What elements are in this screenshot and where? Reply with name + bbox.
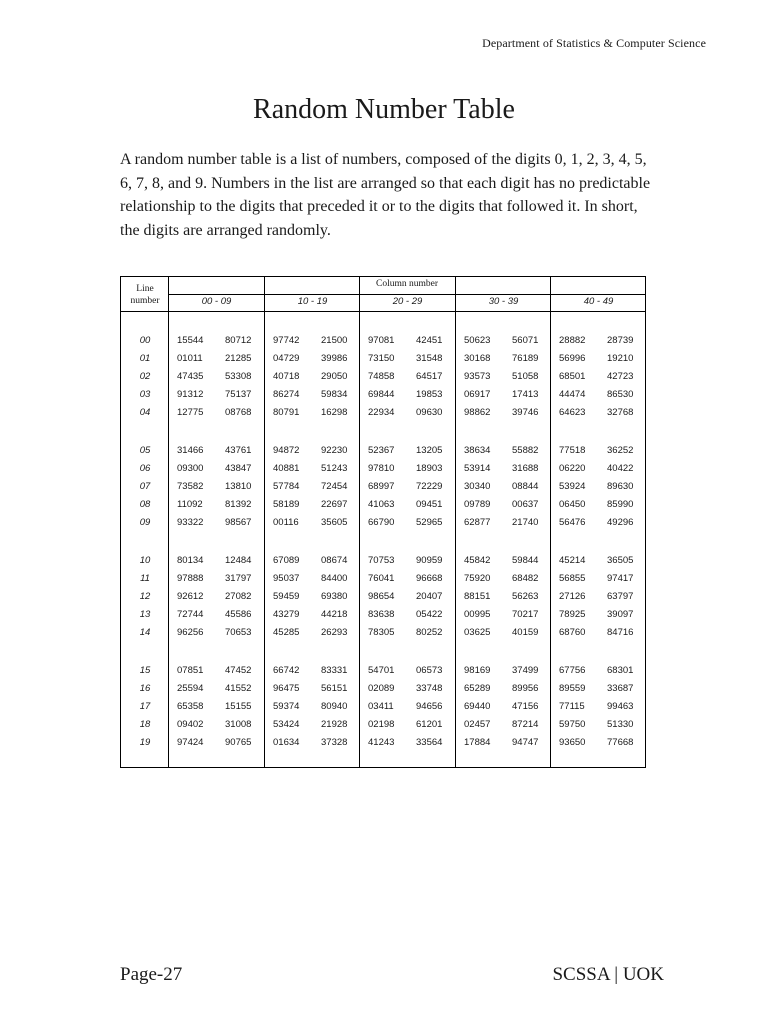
table-cell: 51243 [321, 463, 348, 474]
intro-paragraph: A random number table is a list of numbers, composed of the digits 0, 1, 2, 3, 4, 5, 6, 7, 8, and 9. Numbers in the list are arranged so that each digit has no predictable relationship to the digits that preceded it or to the digits that followed it. In short, the digits are arranged randomly. [120, 151, 651, 239]
column-group-header: 20 - 29 [392, 296, 423, 307]
table-cell: 72229 [416, 481, 443, 492]
table-cell: 51058 [512, 371, 539, 382]
table-cell: 06220 [559, 463, 586, 474]
table-cell: 59374 [273, 701, 300, 712]
table-cell: 59750 [559, 719, 586, 730]
table-cell: 52367 [368, 445, 395, 456]
table-cell: 53424 [273, 719, 300, 730]
table-cell: 90765 [225, 737, 252, 748]
table-cell: 21285 [225, 353, 252, 364]
table-cell: 55882 [512, 445, 539, 456]
table-cell: 94747 [512, 737, 539, 748]
table-cell: 66790 [368, 517, 395, 528]
table-cell: 77518 [559, 445, 586, 456]
line-number: 15 [139, 665, 151, 676]
table-cell: 03411 [368, 701, 394, 712]
table-cell: 56476 [559, 517, 586, 528]
table-cell: 42723 [607, 371, 634, 382]
table-cell: 56071 [512, 335, 539, 346]
table-cell: 38634 [464, 445, 491, 456]
table-cell: 25594 [177, 683, 204, 694]
table-cell: 68997 [368, 481, 395, 492]
table-cell: 07851 [177, 665, 204, 676]
table-cell: 93573 [464, 371, 491, 382]
table-cell: 83331 [321, 665, 348, 676]
column-group-divider [550, 277, 551, 767]
table-cell: 69844 [368, 389, 395, 400]
table-cell: 12484 [225, 555, 252, 566]
table-cell: 56855 [559, 573, 586, 584]
table-cell: 31008 [225, 719, 252, 730]
table-cell: 15155 [225, 701, 252, 712]
table-cell: 09630 [416, 407, 443, 418]
table-cell: 08768 [225, 407, 252, 418]
table-cell: 47156 [512, 701, 539, 712]
page-number: Page-27 [120, 964, 183, 985]
table-cell: 72744 [177, 609, 204, 620]
table-cell: 96256 [177, 627, 204, 638]
header-divider-bottom [121, 311, 645, 312]
table-cell: 89956 [512, 683, 539, 694]
table-cell: 96668 [416, 573, 443, 584]
table-cell: 62877 [464, 517, 491, 528]
table-cell: 64623 [559, 407, 586, 418]
table-cell: 73582 [177, 481, 204, 492]
table-cell: 86530 [607, 389, 634, 400]
line-number: 06 [139, 463, 151, 474]
table-cell: 68482 [512, 573, 539, 584]
table-cell: 45842 [464, 555, 491, 566]
table-cell: 77115 [559, 701, 585, 712]
line-number: 05 [139, 445, 151, 456]
table-cell: 15544 [177, 335, 204, 346]
table-cell: 96475 [273, 683, 300, 694]
table-cell: 16298 [321, 407, 348, 418]
table-cell: 70217 [512, 609, 539, 620]
table-cell: 77668 [607, 737, 634, 748]
table-cell: 74858 [368, 371, 395, 382]
table-cell: 42451 [416, 335, 443, 346]
table-cell: 29050 [321, 371, 348, 382]
line-number: 03 [139, 389, 151, 400]
table-cell: 22934 [368, 407, 395, 418]
table-cell: 00116 [273, 517, 299, 528]
table-cell: 56263 [512, 591, 539, 602]
table-cell: 93322 [177, 517, 204, 528]
table-cell: 52965 [416, 517, 443, 528]
table-cell: 87214 [512, 719, 539, 730]
table-cell: 86274 [273, 389, 300, 400]
table-cell: 67756 [559, 665, 586, 676]
table-cell: 17413 [512, 389, 539, 400]
table-cell: 80252 [416, 627, 443, 638]
table-cell: 56151 [321, 683, 348, 694]
table-cell: 56996 [559, 353, 586, 364]
table-cell: 66742 [273, 665, 300, 676]
random-number-table [120, 276, 646, 768]
table-cell: 00995 [464, 609, 491, 620]
table-cell: 67089 [273, 555, 300, 566]
table-cell: 61201 [416, 719, 443, 730]
table-cell: 69440 [464, 701, 491, 712]
column-group-divider [264, 277, 265, 767]
table-cell: 19210 [607, 353, 634, 364]
table-cell: 21928 [321, 719, 348, 730]
table-cell: 97742 [273, 335, 300, 346]
table-cell: 41552 [225, 683, 252, 694]
table-cell: 80940 [321, 701, 348, 712]
table-cell: 41243 [368, 737, 395, 748]
table-cell: 31688 [512, 463, 539, 474]
table-cell: 21740 [512, 517, 539, 528]
table-cell: 45214 [559, 555, 586, 566]
line-number: 16 [139, 683, 151, 694]
table-cell: 33687 [607, 683, 634, 694]
table-cell: 84400 [321, 573, 348, 584]
table-cell: 39097 [607, 609, 634, 620]
table-cell: 98654 [368, 591, 395, 602]
table-cell: 68301 [607, 665, 634, 676]
table-cell: 40881 [273, 463, 300, 474]
table-cell: 53914 [464, 463, 491, 474]
table-cell: 76189 [512, 353, 539, 364]
table-cell: 39746 [512, 407, 539, 418]
table-cell: 69380 [321, 591, 348, 602]
table-cell: 33564 [416, 737, 443, 748]
table-cell: 59459 [273, 591, 300, 602]
table-cell: 94656 [416, 701, 443, 712]
table-cell: 28739 [607, 335, 634, 346]
table-cell: 94872 [273, 445, 300, 456]
table-cell: 06573 [416, 665, 443, 676]
table-cell: 53924 [559, 481, 586, 492]
table-cell: 17884 [464, 737, 491, 748]
table-cell: 02198 [368, 719, 395, 730]
table-cell: 09789 [464, 499, 491, 510]
table-cell: 02457 [464, 719, 491, 730]
table-cell: 39986 [321, 353, 348, 364]
table-cell: 37328 [321, 737, 348, 748]
table-cell: 09300 [177, 463, 204, 474]
table-cell: 54701 [368, 665, 395, 676]
table-cell: 13810 [225, 481, 252, 492]
table-cell: 97888 [177, 573, 204, 584]
line-number: 07 [139, 481, 151, 492]
line-number: 01 [139, 353, 151, 364]
table-cell: 68501 [559, 371, 586, 382]
table-cell: 51330 [607, 719, 634, 730]
table-cell: 43847 [225, 463, 252, 474]
table-cell: 47435 [177, 371, 204, 382]
table-cell: 70653 [225, 627, 252, 638]
line-number: 12 [139, 591, 151, 602]
table-cell: 65289 [464, 683, 491, 694]
table-cell: 50623 [464, 335, 491, 346]
table-cell: 68760 [559, 627, 586, 638]
table-cell: 90959 [416, 555, 443, 566]
table-cell: 09451 [416, 499, 443, 510]
table-cell: 85990 [607, 499, 634, 510]
table-cell: 49296 [607, 517, 634, 528]
table-cell: 45285 [273, 627, 300, 638]
table-cell: 08844 [512, 481, 539, 492]
table-cell: 04729 [273, 353, 300, 364]
table-cell: 93650 [559, 737, 586, 748]
table-cell: 59834 [321, 389, 348, 400]
table-cell: 92230 [321, 445, 348, 456]
table-cell: 58189 [273, 499, 300, 510]
table-cell: 31548 [416, 353, 443, 364]
table-cell: 64517 [416, 371, 443, 382]
department-header: Department of Statistics & Computer Science [482, 36, 706, 50]
table-cell: 44218 [321, 609, 348, 620]
table-cell: 03625 [464, 627, 491, 638]
column-group-header: 40 - 49 [583, 296, 614, 307]
line-number: 18 [139, 719, 151, 730]
column-number-header: Column number [375, 279, 438, 289]
table-cell: 84716 [607, 627, 634, 638]
table-cell: 22697 [321, 499, 348, 510]
line-number: 14 [139, 627, 151, 638]
table-cell: 80791 [273, 407, 300, 418]
table-cell: 06450 [559, 499, 586, 510]
table-cell: 98169 [464, 665, 491, 676]
table-cell: 21500 [321, 335, 348, 346]
table-cell: 41063 [368, 499, 395, 510]
table-cell: 44474 [559, 389, 586, 400]
line-number-header: Line number [130, 284, 160, 306]
table-cell: 76041 [368, 573, 395, 584]
table-cell: 89630 [607, 481, 634, 492]
table-cell: 18903 [416, 463, 443, 474]
table-cell: 43761 [225, 445, 252, 456]
table-cell: 95037 [273, 573, 300, 584]
table-cell: 92612 [177, 591, 204, 602]
table-cell: 05422 [416, 609, 443, 620]
line-number: 17 [139, 701, 151, 712]
table-cell: 97417 [607, 573, 634, 584]
table-cell: 40159 [512, 627, 539, 638]
line-number: 19 [139, 737, 151, 748]
table-cell: 91312 [177, 389, 204, 400]
column-group-header: 30 - 39 [488, 296, 519, 307]
table-cell: 12775 [177, 407, 204, 418]
table-cell: 27126 [559, 591, 586, 602]
table-cell: 33748 [416, 683, 443, 694]
line-number: 02 [139, 371, 151, 382]
table-cell: 97810 [368, 463, 395, 474]
column-group-divider [359, 277, 360, 767]
table-cell: 89559 [559, 683, 586, 694]
table-cell: 57784 [273, 481, 300, 492]
line-number: 04 [139, 407, 151, 418]
table-cell: 13205 [416, 445, 443, 456]
table-cell: 06917 [464, 389, 491, 400]
table-cell: 45586 [225, 609, 252, 620]
table-cell: 09402 [177, 719, 204, 730]
table-cell: 11092 [177, 499, 203, 510]
table-cell: 73150 [368, 353, 395, 364]
table-cell: 27082 [225, 591, 252, 602]
table-cell: 65358 [177, 701, 204, 712]
table-cell: 02089 [368, 683, 395, 694]
table-cell: 78925 [559, 609, 586, 620]
table-cell: 30168 [464, 353, 491, 364]
table-cell: 01011 [177, 353, 203, 364]
table-cell: 80134 [177, 555, 204, 566]
table-cell: 28882 [559, 335, 586, 346]
table-cell: 36252 [607, 445, 634, 456]
table-cell: 63797 [607, 591, 634, 602]
column-group-divider [455, 277, 456, 767]
table-cell: 31466 [177, 445, 204, 456]
table-cell: 75920 [464, 573, 491, 584]
table-cell: 98862 [464, 407, 491, 418]
line-number: 11 [140, 573, 150, 584]
line-number: 10 [139, 555, 151, 566]
table-cell: 70753 [368, 555, 395, 566]
table-cell: 19853 [416, 389, 443, 400]
table-cell: 01634 [273, 737, 300, 748]
table-cell: 98567 [225, 517, 252, 528]
table-cell: 40718 [273, 371, 300, 382]
table-cell: 30340 [464, 481, 491, 492]
column-group-header: 00 - 09 [201, 296, 232, 307]
table-cell: 32768 [607, 407, 634, 418]
line-number: 08 [139, 499, 151, 510]
table-cell: 75137 [225, 389, 252, 400]
column-group-header: 10 - 19 [297, 296, 328, 307]
table-cell: 40422 [607, 463, 634, 474]
page-title: Random Number Table [253, 94, 515, 125]
table-cell: 36505 [607, 555, 634, 566]
table-cell: 72454 [321, 481, 348, 492]
table-cell: 26293 [321, 627, 348, 638]
line-number: 09 [139, 517, 151, 528]
table-cell: 43279 [273, 609, 300, 620]
line-number: 00 [139, 335, 151, 346]
table-cell: 59844 [512, 555, 539, 566]
table-cell: 83638 [368, 609, 395, 620]
organization-label: SCSSA | UOK [552, 964, 664, 985]
table-cell: 47452 [225, 665, 252, 676]
line-number: 13 [139, 609, 151, 620]
table-cell: 78305 [368, 627, 395, 638]
table-cell: 97424 [177, 737, 204, 748]
table-cell: 37499 [512, 665, 539, 676]
table-cell: 88151 [464, 591, 491, 602]
table-cell: 81392 [225, 499, 252, 510]
table-cell: 99463 [607, 701, 634, 712]
table-cell: 00637 [512, 499, 539, 510]
table-cell: 08674 [321, 555, 348, 566]
table-cell: 97081 [368, 335, 395, 346]
table-cell: 35605 [321, 517, 348, 528]
table-cell: 53308 [225, 371, 252, 382]
table-cell: 80712 [225, 335, 252, 346]
table-cell: 31797 [225, 573, 252, 584]
header-divider-top [169, 294, 645, 295]
table-cell: 20407 [416, 591, 443, 602]
